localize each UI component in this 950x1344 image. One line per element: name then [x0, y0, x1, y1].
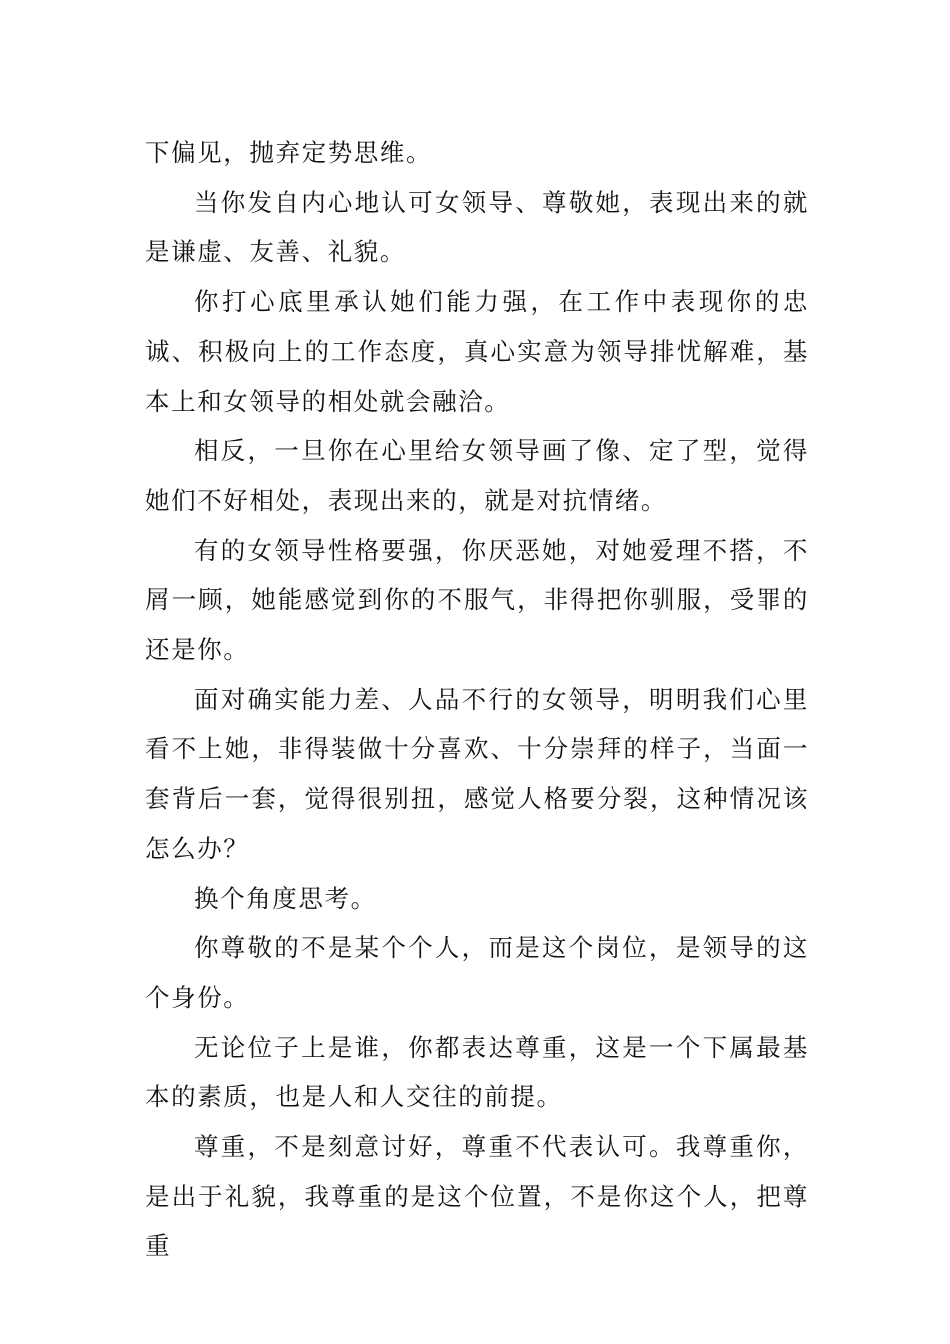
paragraph-3: 你打心底里承认她们能力强，在工作中表现你的忠诚、积极向上的工作态度，真心实意为领导排忧解难，基本上和女领导的相处就会融洽。	[145, 287, 809, 416]
paragraph-8: 你尊敬的不是某个个人，而是这个岗位，是领导的这个身份。	[145, 933, 809, 1012]
paragraph-6: 面对确实能力差、人品不行的女领导，明明我们心里看不上她，非得装做十分喜欢、十分崇拜的样子，当面一套背后一套，觉得很别扭，感觉人格要分裂，这种情况该怎么办？	[145, 684, 809, 863]
paragraph-4: 相反，一旦你在心里给女领导画了像、定了型，觉得她们不好相处，表现出来的，就是对抗情绪。	[145, 436, 809, 515]
paragraph-9: 无论位子上是谁，你都表达尊重，这是一个下属最基本的素质，也是人和人交往的前提。	[145, 1032, 809, 1112]
document-body	[145, 128, 809, 1271]
paragraph-5: 有的女领导性格要强，你厌恶她，对她爱理不搭，不屑一顾，她能感觉到你的不服气，非得把你驯服，受罪的还是你。	[145, 535, 809, 665]
paragraph-2: 当你发自内心地认可女领导、尊敬她，表现出来的就是谦虚、友善、礼貌。	[145, 187, 809, 267]
paragraph-10: 尊重，不是刻意讨好，尊重不代表认可。我尊重你，是出于礼貌，我尊重的是这个位置，不是你这个人，把尊重	[145, 1132, 809, 1261]
paragraph-1: 下偏见，抛弃定势思维。	[145, 138, 433, 167]
paragraph-7: 换个角度思考。	[194, 883, 377, 913]
